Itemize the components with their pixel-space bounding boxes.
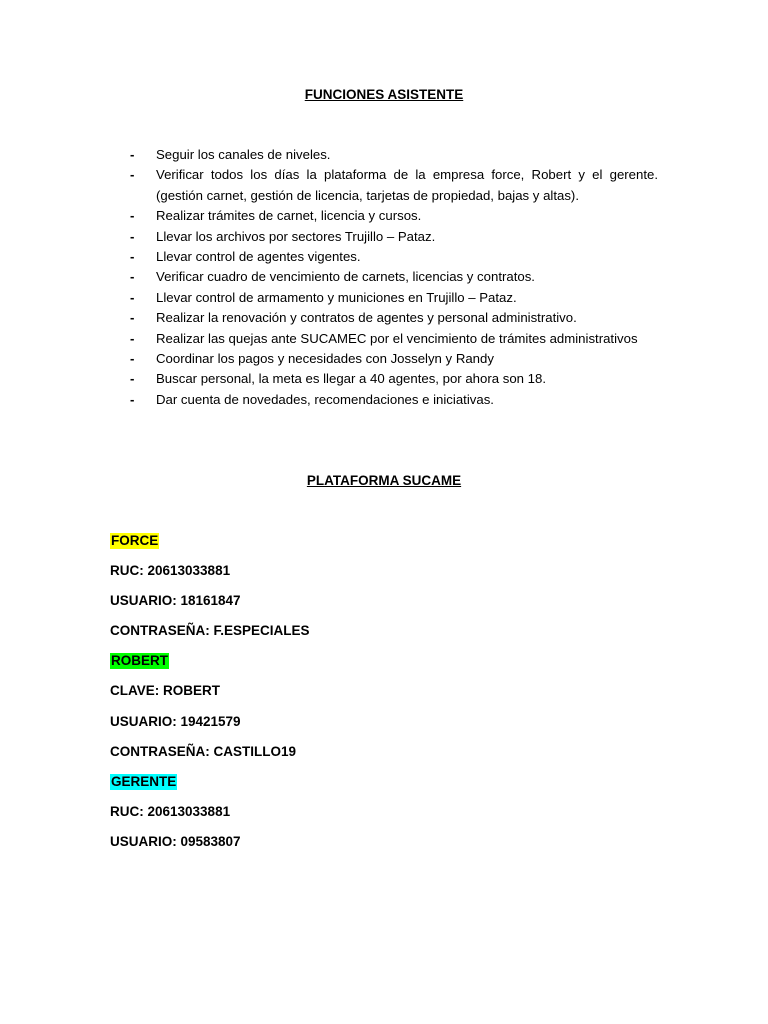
dash-bullet: - [130,208,135,224]
task-item [130,206,658,226]
dash-bullet: - [130,371,135,387]
task-item [130,288,658,308]
credential-text: USUARIO: 19421579 [110,713,241,729]
task-item [130,227,658,247]
credential-line [110,562,510,592]
credential-text: RUC: 20613033881 [110,803,231,819]
dash-bullet: - [130,351,135,367]
task-item [130,349,658,369]
dash-bullet: - [130,249,135,265]
dash-bullet: - [130,167,135,183]
task-item [130,165,658,206]
functions-title: FUNCIONES ASISTENTE [304,87,464,102]
account-heading: FORCE [111,533,159,548]
account-heading-line [110,773,510,803]
task-item [130,329,658,349]
credential-text: RUC: 20613033881 [110,563,231,579]
credential-text: CONTRASEÑA: CASTILLO19 [110,743,297,759]
task-text: Verificar todos los días la plataforma de la empresa force, Robert y el gerente. (gestión carnet, gestión de licencia, tarjetas de propiedad, bajas y altas). [156,167,658,203]
credential-text: CLAVE: ROBERT [110,683,220,699]
platform-title: PLATAFORMA SUCAME [306,473,462,488]
account-heading: ROBERT [111,653,168,669]
account-heading: GERENTE [111,773,177,789]
credential-line [110,682,510,712]
task-text: Dar cuenta de novedades, recomendaciones e iniciativas. [156,391,494,407]
task-item [130,369,658,389]
task-item [130,308,658,328]
task-text: Seguir los canales de niveles. [156,147,331,162]
dash-bullet: - [130,228,135,244]
credential-line [110,622,510,652]
task-text: Buscar personal, la meta es llegar a 40 agentes, por ahora son 18. [156,371,547,387]
credential-text: USUARIO: 18161847 [110,593,241,609]
task-item [130,145,658,165]
task-text: Coordinar los pagos y necesidades con Josselyn y Randy [156,351,494,367]
task-item [130,247,658,267]
credential-line [110,743,510,773]
credential-text: USUARIO: 09583807 [110,833,241,849]
task-text: Llevar control de agentes vigentes. [156,249,361,265]
dash-bullet: - [130,391,135,407]
credential-line [110,803,510,833]
dash-bullet: - [130,330,135,346]
dash-bullet: - [130,269,135,285]
account-heading-line [110,652,510,682]
task-text: Realizar las quejas ante SUCAMEC por el vencimiento de trámites administrativos [156,330,638,346]
task-text: Llevar control de armamento y municiones en Trujillo – Pataz. [156,289,517,305]
task-item [130,390,658,410]
account-heading-line [110,532,510,562]
credential-line [110,592,510,622]
credential-line [110,833,510,863]
dash-bullet: - [130,147,135,162]
dash-bullet: - [130,310,135,326]
task-text: Verificar cuadro de vencimiento de carnets, licencias y contratos. [156,269,535,285]
task-item [130,267,658,287]
credential-line [110,713,510,743]
task-text: Realizar la renovación y contratos de agentes y personal administrativo. [156,310,577,326]
credentials-block [110,532,510,863]
credential-text: CONTRASEÑA: F.ESPECIALES [110,623,310,639]
task-text: Realizar trámites de carnet, licencia y cursos. [156,208,422,224]
task-text: Llevar los archivos por sectores Trujillo – Pataz. [156,228,436,244]
task-list [130,145,658,410]
dash-bullet: - [130,289,135,305]
